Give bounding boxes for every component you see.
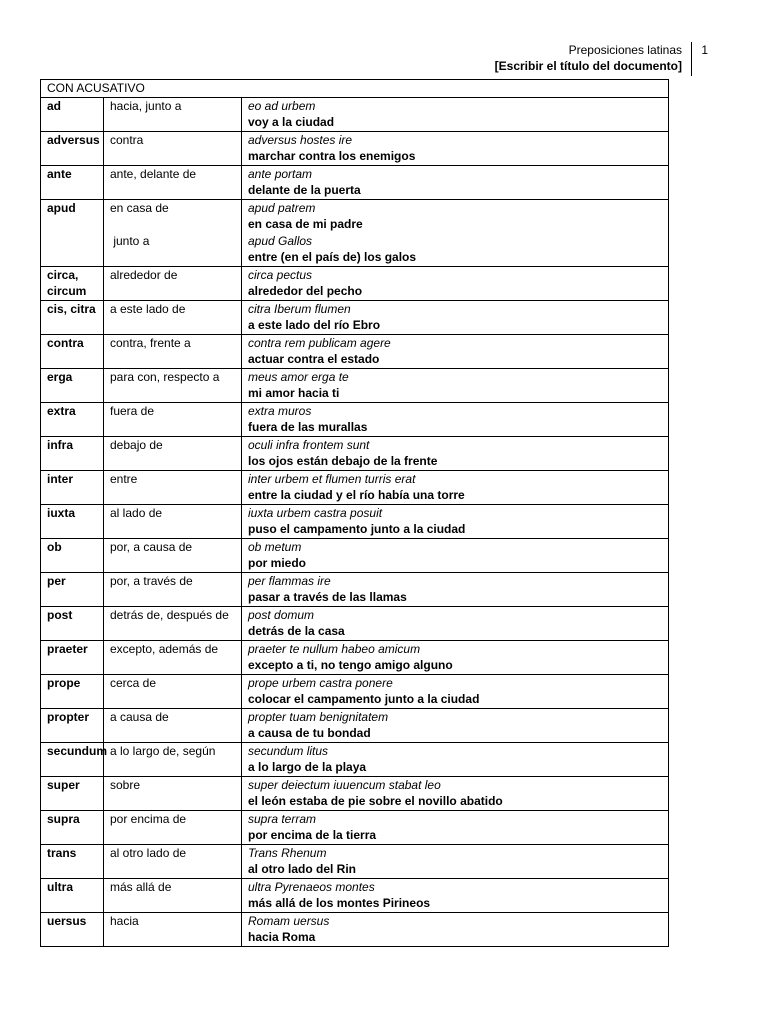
meaning-cell [104,878,242,912]
meaning-cell [104,266,242,300]
header-text [495,42,682,74]
latin-example: extra muros [248,403,312,418]
table-row [41,640,669,674]
meaning-text: detrás de, después de [110,607,229,622]
meaning-text: por, a través de [110,573,193,588]
example-cell [242,402,669,436]
latin-example: inter urbem et flumen turris erat [248,471,416,486]
spanish-translation: más allá de los montes Pirineos [248,896,431,910]
meaning-cell [104,844,242,878]
page-header [308,42,728,78]
table-row [41,199,669,266]
meaning-cell [104,912,242,946]
meaning-text: para con, respecto a [110,369,220,384]
meaning-text: entre [110,471,138,486]
spanish-translation: al otro lado del Rin [248,862,357,876]
latin-example: circa pectus [248,267,313,282]
example-cell [242,300,669,334]
preposition-cell: post [41,606,104,640]
meaning-cell [104,606,242,640]
table-row [41,878,669,912]
meaning-text: fuera de [110,403,155,418]
spanish-translation: el león estaba de pie sobre el novillo abatido [248,794,503,808]
example-cell [242,844,669,878]
meaning-cell [104,708,242,742]
meaning-text: hacia, junto a [110,98,182,113]
meaning-cell [104,504,242,538]
example-cell [242,912,669,946]
latin-example: apud patrem [248,200,316,215]
spanish-translation: a este lado del río Ebro [248,318,381,332]
table-row [41,674,669,708]
meaning-text: por encima de [110,811,187,826]
table-row [41,742,669,776]
latin-example: super deiectum iuuencum stabat leo [248,777,441,792]
table-row [41,776,669,810]
table-row [41,266,669,300]
example-cell [242,538,669,572]
meaning-cell [104,470,242,504]
meaning-text: a este lado de [110,301,186,316]
table-row [41,436,669,470]
meaning-text: al otro lado de [110,845,187,860]
preposition-cell: ob [41,538,104,572]
spanish-translation: delante de la puerta [248,183,361,197]
example-cell [242,504,669,538]
meaning-cell [104,572,242,606]
group-label: CON ACUSATIVO [41,80,669,98]
spanish-translation: detrás de la casa [248,624,345,638]
table-row [41,708,669,742]
meaning-text: excepto, además de [110,641,219,656]
spanish-translation: mi amor hacia ti [248,386,340,400]
meaning-text: ante, delante de [110,166,197,181]
spanish-translation: actuar contra el estado [248,352,380,366]
preposition-cell: extra [41,402,104,436]
meaning-text: contra [110,132,144,147]
latin-example: apud Gallos [248,233,313,248]
spanish-translation: fuera de las murallas [248,420,368,434]
example-cell [242,810,669,844]
example-cell [242,640,669,674]
latin-example: meus amor erga te [248,369,349,384]
header-title: Preposiciones latinas [568,43,682,57]
example-cell [242,368,669,402]
meaning-text: debajo de [110,437,163,452]
spanish-translation: por miedo [248,556,307,570]
preposition-cell: praeter [41,640,104,674]
spanish-translation: por encima de la tierra [248,828,377,842]
meaning-text: sobre [110,777,141,792]
latin-example: oculi infra frontem sunt [248,437,370,452]
meaning-text: más allá de [110,879,172,894]
example-cell [242,131,669,165]
example-cell [242,165,669,199]
meaning-cell [104,776,242,810]
preposition-cell: iuxta [41,504,104,538]
prepositions-table [40,79,669,947]
meaning-text: junto a [110,233,150,248]
meaning-cell [104,402,242,436]
table-row [41,97,669,131]
latin-example: Romam uersus [248,913,330,928]
group-header-row [41,80,669,98]
table-row [41,538,669,572]
meaning-cell [104,131,242,165]
page-number: 1 [701,43,708,57]
spanish-translation: excepto a ti, no tengo amigo alguno [248,658,453,672]
example-cell [242,199,669,266]
meaning-text: alrededor de [110,267,178,282]
preposition-cell: cis, citra [41,300,104,334]
meaning-cell [104,640,242,674]
spanish-translation: a lo largo de la playa [248,760,367,774]
spanish-translation: puso el campamento junto a la ciudad [248,522,466,536]
table-row [41,334,669,368]
meaning-cell [104,538,242,572]
latin-example: prope urbem castra ponere [248,675,393,690]
meaning-text [110,216,235,233]
latin-example: ante portam [248,166,313,181]
preposition-cell: ultra [41,878,104,912]
table-row [41,572,669,606]
spanish-translation: marchar contra los enemigos [248,149,416,163]
table-row [41,504,669,538]
meaning-text: a lo largo de, según [110,743,216,758]
latin-example: praeter te nullum habeo amicum [248,641,421,656]
example-cell [242,266,669,300]
preposition-cell: propter [41,708,104,742]
latin-example: iuxta urbem castra posuit [248,505,383,520]
preposition-cell: per [41,572,104,606]
example-cell [242,436,669,470]
meaning-text: por, a causa de [110,539,193,554]
meaning-cell [104,742,242,776]
meaning-text: hacia [110,913,139,928]
preposition-cell: adversus [41,131,104,165]
spanish-translation: entre (en el país de) los galos [248,250,417,264]
example-cell [242,470,669,504]
preposition-cell: apud [41,199,104,266]
preposition-cell: circa, circum [41,266,104,300]
preposition-cell: inter [41,470,104,504]
preposition-cell: contra [41,334,104,368]
meaning-cell [104,334,242,368]
meaning-text: a causa de [110,709,169,724]
preposition-cell: secundum [41,742,104,776]
example-cell [242,708,669,742]
table-row [41,810,669,844]
example-cell [242,878,669,912]
table-row [41,844,669,878]
spanish-translation: a causa de tu bondad [248,726,371,740]
latin-example: Trans Rhenum [248,845,327,860]
prepositions-table-body [41,80,669,947]
meaning-cell [104,300,242,334]
latin-example: adversus hostes ire [248,132,353,147]
table-row [41,300,669,334]
meaning-cell [104,436,242,470]
table-row [41,368,669,402]
example-cell [242,334,669,368]
latin-example: ob metum [248,539,302,554]
meaning-text: al lado de [110,505,163,520]
preposition-cell: ante [41,165,104,199]
latin-example: secundum litus [248,743,329,758]
latin-example: post domum [248,607,315,622]
preposition-cell: infra [41,436,104,470]
example-cell [242,742,669,776]
latin-example: contra rem publicam agere [248,335,391,350]
meaning-cell [104,674,242,708]
latin-example: supra terram [248,811,317,826]
preposition-cell: uersus [41,912,104,946]
meaning-text: en casa de [110,200,169,215]
header-subtitle: [Escribir el título del documento] [494,59,682,73]
latin-example: propter tuam benignitatem [248,709,389,724]
meaning-cell [104,368,242,402]
spanish-translation: entre la ciudad y el río había una torre [248,488,465,502]
table-row [41,912,669,946]
table-row [41,606,669,640]
spanish-translation: alrededor del pecho [248,284,363,298]
example-cell [242,572,669,606]
latin-example: ultra Pyrenaeos montes [248,879,375,894]
latin-example: citra Iberum flumen [248,301,351,316]
spanish-translation: en casa de mi padre [248,217,363,231]
preposition-cell: erga [41,368,104,402]
preposition-cell: trans [41,844,104,878]
meaning-cell [104,97,242,131]
meaning-cell [104,199,242,266]
preposition-cell: super [41,776,104,810]
preposition-cell: supra [41,810,104,844]
table-row [41,470,669,504]
spanish-translation: colocar el campamento junto a la ciudad [248,692,480,706]
meaning-cell [104,810,242,844]
preposition-cell: ad [41,97,104,131]
example-cell [242,606,669,640]
example-cell [242,776,669,810]
spanish-translation: pasar a través de las llamas [248,590,407,604]
spanish-translation: los ojos están debajo de la frente [248,454,438,468]
example-cell [242,674,669,708]
preposition-cell: prope [41,674,104,708]
latin-example: eo ad urbem [248,98,316,113]
spanish-translation: voy a la ciudad [248,115,335,129]
table-row [41,402,669,436]
latin-example: per flammas ire [248,573,331,588]
table-row [41,165,669,199]
example-cell [242,97,669,131]
meaning-text: cerca de [110,675,157,690]
header-divider [691,42,692,76]
meaning-cell [104,165,242,199]
table-row [41,131,669,165]
meaning-text: contra, frente a [110,335,191,350]
spanish-translation: hacia Roma [248,930,316,944]
